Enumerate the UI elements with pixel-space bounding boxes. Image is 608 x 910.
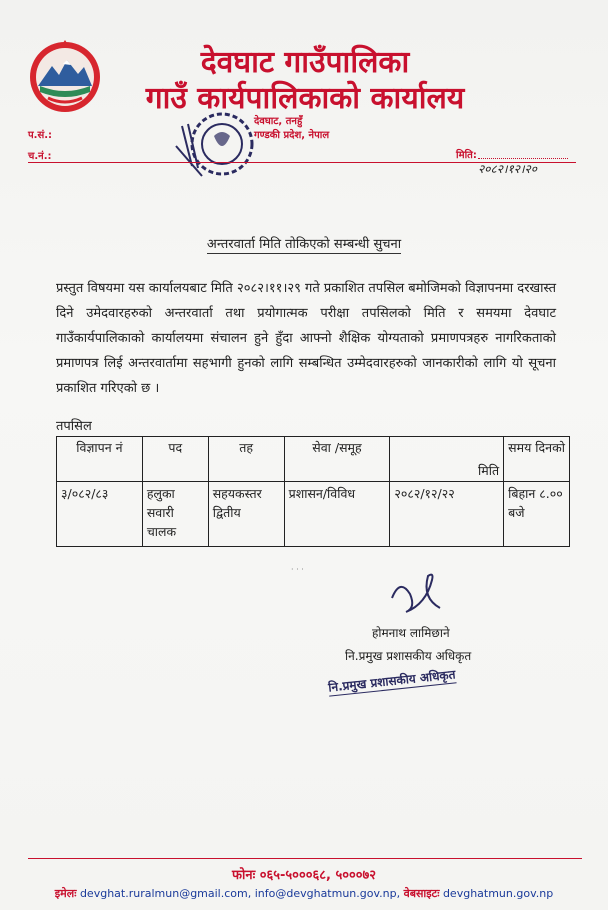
cell-time: बिहान ८.०० बजे <box>504 482 570 547</box>
org-name: देवघाट गाउँपालिका <box>200 45 410 80</box>
email-label: इमेलः <box>54 887 77 900</box>
signature-icon <box>386 568 446 618</box>
header-ad-no: विज्ञापन नं <box>57 437 143 482</box>
header-service-group: सेवा /समूह <box>284 437 390 482</box>
website-link[interactable]: devghatmun.gov.np <box>442 887 554 900</box>
cn-label: च.नं.: <box>28 151 52 162</box>
ps-label: प.सं.: <box>28 130 53 141</box>
notice-subject-text: अन्तरवार्ता मिति तोकिएको सम्बन्धी सुचना <box>206 237 402 252</box>
signatory-name: होमनाथ लामिछाने <box>372 626 450 640</box>
header-post: पद <box>142 437 208 482</box>
cell-date: २०८२/१२/२२ <box>390 482 504 547</box>
footer-phone <box>0 865 608 883</box>
notice-subject <box>0 234 608 252</box>
email-link[interactable]: devghat.ruralmun@gmail.com, info@devghatmun.gov.np, <box>79 887 401 900</box>
header-date: मिति <box>390 437 504 482</box>
cell-level: सहयकस्तर द्वितीय <box>208 482 284 547</box>
header-divider <box>28 162 576 163</box>
schedule-table <box>56 436 570 547</box>
nepal-emblem-icon <box>28 40 102 114</box>
schedule-label: तपसिल <box>56 419 92 434</box>
table-header-row <box>57 437 570 482</box>
phone-number: ०६५-५०००६८, ५०००७२ <box>259 868 377 883</box>
cell-ad-no: ३/०८२/८३ <box>57 482 143 547</box>
address-line-1: देवघाट, तनहुँ <box>254 116 303 127</box>
footer-contact <box>0 886 608 901</box>
address-block <box>254 115 329 143</box>
phone-label: फोनः <box>231 868 256 883</box>
designation-stamp: नि.प्रमुख प्रशासकीय अधिकृत <box>327 667 457 695</box>
date-dotted-line <box>478 158 568 159</box>
signatory-designation: नि.प्रमुख प्रशासकीय अधिकृत <box>345 649 472 663</box>
header-level: तह <box>208 437 284 482</box>
office-name: गाउँ कार्यपालिकाको कार्यालय <box>145 81 465 116</box>
notice-body: प्रस्तुत विषयमा यस कार्यालयबाट मिति २०८२।११।२९ गते प्रकाशित तपसिल बमोजिमको विज्ञापनमा दरखास्त दिने उमेदवारहरुको अन्तरवार्ता तथा प्रयोगात्मक परीक्षा तपसिलको मिति र समयमा देवघाट गाउँकार्यपालिकाको कार्यालयमा संचालन हुने हुँदा आफ्नो शैक्षिक योग्यताको प्रमाणपत्रहरु नागरिकताको प्रमाणपत्र लिई अन्तरवार्तामा सहभागी हुनको लागि सम्बन्धित उम्मेदवारहरुको जानकारीको लागि यो सूचना प्रकाशित गरिएको छ । <box>56 281 556 396</box>
date-value: २०८२।१२।२० <box>478 162 538 176</box>
website-label: वेबसाइटः <box>403 887 440 900</box>
date-label: मिति: <box>456 150 477 161</box>
ink-mark: · · · <box>291 565 304 574</box>
address-line-2: गण्डकी प्रदेश, नेपाल <box>254 130 330 141</box>
footer-divider <box>28 858 582 859</box>
cell-post: हलुका सवारी चालक <box>142 482 208 547</box>
cell-service-group: प्रशासन/विविध <box>284 482 390 547</box>
header-time: समय दिनको <box>504 437 570 482</box>
table-row <box>57 482 570 547</box>
office-stamp-icon <box>172 106 260 186</box>
